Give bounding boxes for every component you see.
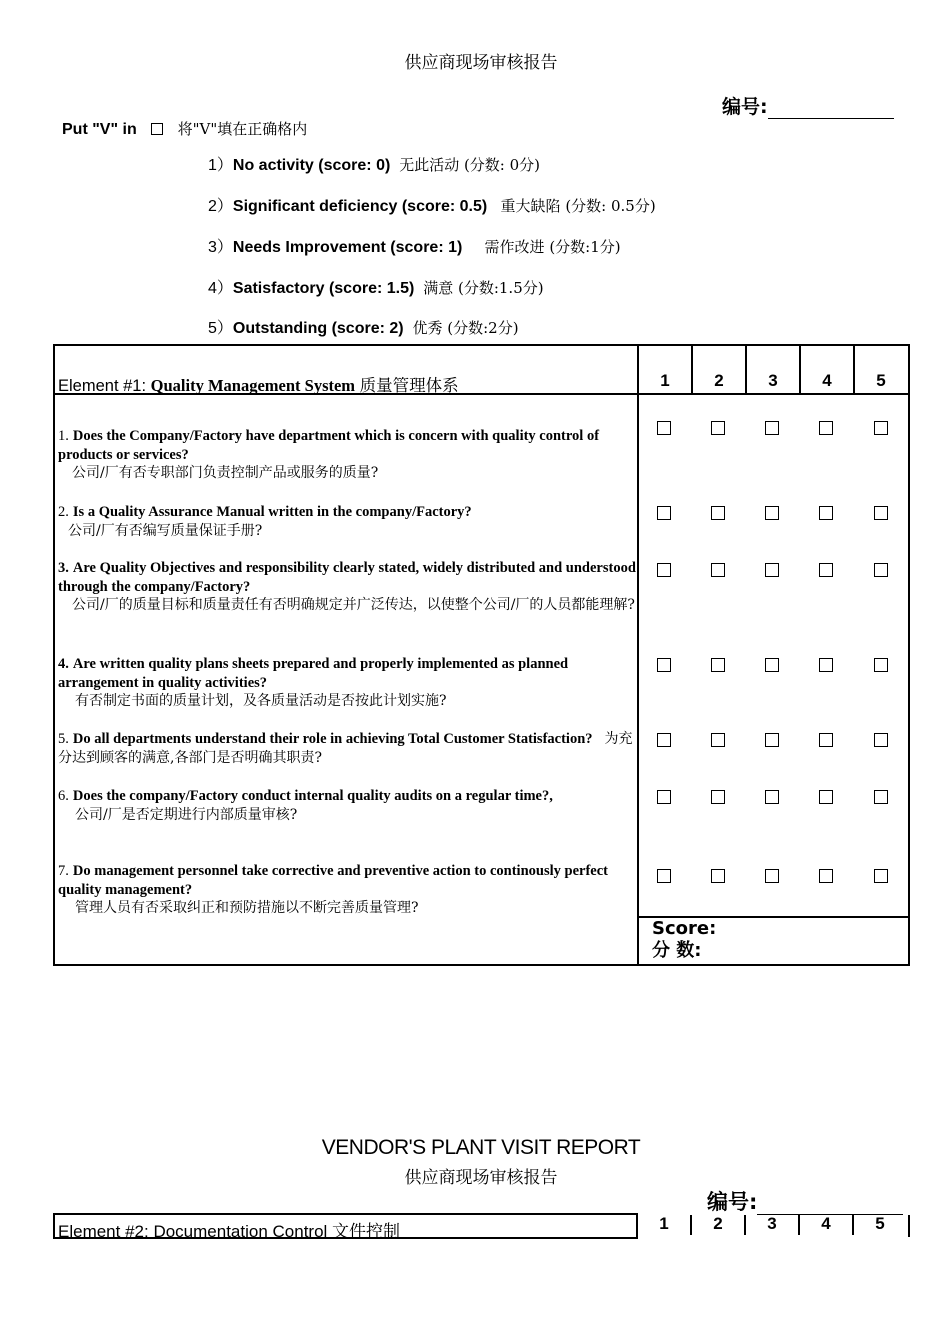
legend-item: 3）Needs Improvement (score: 1) 需作改进 (分数:1分) xyxy=(208,238,621,256)
column-header: 5 xyxy=(876,371,886,390)
rating-checkbox[interactable] xyxy=(657,790,671,804)
report-title-en: VENDOR'S PLANT VISIT REPORT xyxy=(321,1136,641,1159)
rating-checkbox[interactable] xyxy=(765,790,779,804)
question-3: 3. Are Quality Objectives and responsibility clearly stated, widely distributed and understood through the company/Factory? 公司/厂的质量目标和质量责任有否明确规定并广泛传达，以使整个公司/厂的人员都能理解? xyxy=(58,560,636,613)
rating-checkbox[interactable] xyxy=(819,658,833,672)
rating-checkbox[interactable] xyxy=(874,790,888,804)
rating-checkbox[interactable] xyxy=(819,421,833,435)
rating-checkbox[interactable] xyxy=(711,733,725,747)
rating-checkbox[interactable] xyxy=(819,790,833,804)
element-2-title: Element #2: Documentation Control 文件控制 xyxy=(58,1222,401,1242)
score-label: Score: 分 数: xyxy=(652,918,717,961)
checkbox-icon xyxy=(151,123,163,135)
report-title-cn: 供应商现场审核报告 xyxy=(404,53,558,73)
column-header: 1 xyxy=(659,1214,669,1233)
legend-item: 2）Significant deficiency (score: 0.5) 重大缺陷 (分数: 0.5分) xyxy=(208,197,656,215)
rating-checkbox[interactable] xyxy=(711,658,725,672)
rating-checkbox[interactable] xyxy=(765,563,779,577)
rating-checkbox[interactable] xyxy=(819,563,833,577)
rating-checkbox[interactable] xyxy=(874,658,888,672)
legend-item: 4）Satisfactory (score: 1.5) 满意 (分数:1.5分) xyxy=(208,279,544,297)
instruction-en: Put "V" in xyxy=(62,121,137,138)
rating-checkbox[interactable] xyxy=(657,563,671,577)
document-number-field-2[interactable] xyxy=(757,1190,903,1215)
rating-checkbox[interactable] xyxy=(657,506,671,520)
rating-checkbox[interactable] xyxy=(657,869,671,883)
column-header: 1 xyxy=(660,371,670,390)
column-header: 2 xyxy=(714,371,724,390)
column-header: 3 xyxy=(767,1214,777,1233)
column-header: 2 xyxy=(713,1214,723,1233)
legend-item: 1）No activity (score: 0) 无此活动 (分数: 0分) xyxy=(208,156,541,174)
document-number-label: 编号: xyxy=(722,96,768,118)
question-2: 2. Is a Quality Assurance Manual written in the company/Factory? 公司/厂有否编写质量保证手册? xyxy=(58,504,472,539)
element-1-title: Element #1: Quality Management System 质量管理体系 xyxy=(58,376,459,395)
instruction xyxy=(62,118,307,139)
rating-checkbox[interactable] xyxy=(711,790,725,804)
column-header: 5 xyxy=(875,1214,885,1233)
rating-checkbox[interactable] xyxy=(765,733,779,747)
rating-checkbox[interactable] xyxy=(874,563,888,577)
rating-checkbox[interactable] xyxy=(711,506,725,520)
column-header: 4 xyxy=(822,371,832,390)
rating-checkbox[interactable] xyxy=(711,869,725,883)
question-7: 7. Do management personnel take corrective and preventive action to continously perfect quality management? 管理人员有否采取纠正和预防措施以不断完善质量管理? xyxy=(58,863,608,916)
question-5: 5. Do all departments understand their role in achieving Total Customer Statisfaction? 为充分达到顾客的满意,各部门是否明确其职责? xyxy=(58,731,633,766)
rating-checkbox[interactable] xyxy=(874,733,888,747)
instruction-cn: 将"V"填在正确格内 xyxy=(177,120,308,138)
rating-checkbox[interactable] xyxy=(874,869,888,883)
document-number-2: 编号: xyxy=(707,1186,903,1216)
rating-checkbox[interactable] xyxy=(819,506,833,520)
question-4: 4. Are written quality plans sheets prepared and properly implemented as planned arrangement in quality activities? 有否制定书面的质量计划，及各质量活动是否按此计划实施? xyxy=(58,656,569,709)
rating-checkbox[interactable] xyxy=(711,563,725,577)
question-1: 1. Does the Company/Factory have department which is concern with quality control of products or services? 公司/厂有否专职部门负责控制产品或服务的质量? xyxy=(58,428,600,481)
report-title-cn-2: 供应商现场审核报告 xyxy=(404,1168,558,1188)
rating-checkbox[interactable] xyxy=(657,733,671,747)
element-1-table xyxy=(53,344,910,966)
element-2-header xyxy=(53,1213,638,1242)
rating-checkbox[interactable] xyxy=(765,869,779,883)
column-header: 3 xyxy=(768,371,778,390)
document-number-field[interactable] xyxy=(768,96,894,119)
rating-checkbox[interactable] xyxy=(874,421,888,435)
rating-checkbox[interactable] xyxy=(765,421,779,435)
document-number xyxy=(722,92,894,119)
rating-checkbox[interactable] xyxy=(819,869,833,883)
rating-checkbox[interactable] xyxy=(819,733,833,747)
rating-checkbox[interactable] xyxy=(874,506,888,520)
rating-checkbox[interactable] xyxy=(765,658,779,672)
rating-checkbox[interactable] xyxy=(765,506,779,520)
question-6: 6. Does the company/Factory conduct internal quality audits on a regular time?, 公司/厂是否定期进行内部质量审核? xyxy=(58,788,553,823)
legend-item: 5）Outstanding (score: 2) 优秀 (分数:2分) xyxy=(208,319,519,337)
rating-checkbox[interactable] xyxy=(711,421,725,435)
rating-checkbox[interactable] xyxy=(657,421,671,435)
rating-checkbox[interactable] xyxy=(657,658,671,672)
column-header: 4 xyxy=(821,1214,831,1233)
